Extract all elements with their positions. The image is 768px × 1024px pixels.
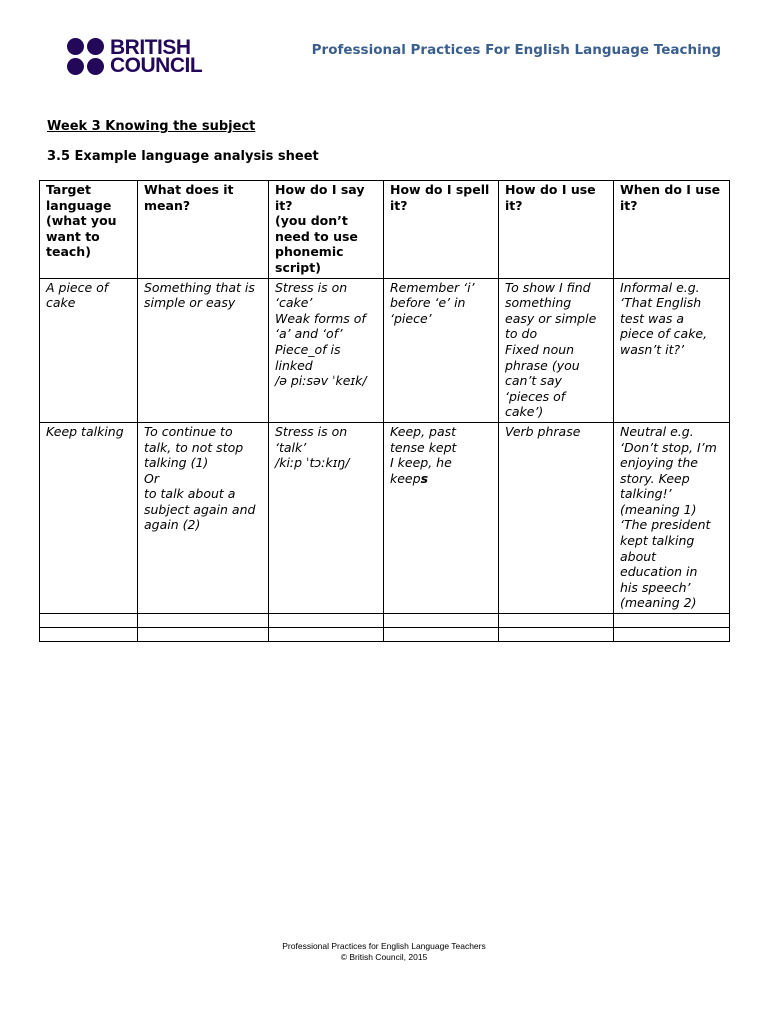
cell-text-line: wasn’t it?’ — [620, 341, 685, 357]
cell-text-line: kept talking — [620, 533, 695, 549]
cell-text-line: How do I say — [275, 182, 365, 197]
cell-text-line: How do I spell — [390, 182, 490, 197]
british-council-logo — [67, 35, 203, 77]
cell-text-line: ‘The president — [620, 517, 711, 533]
table-cell — [384, 614, 499, 628]
cell-text-line: ‘pieces of — [505, 388, 566, 404]
cell-text-line: talking (1) — [144, 455, 209, 471]
cell-text-line: linked — [275, 357, 313, 373]
cell-text-line: can’t say — [505, 373, 562, 389]
logo-text — [110, 35, 203, 77]
table-cell — [138, 628, 269, 642]
cell-text-line: Verb phrase — [505, 423, 581, 439]
cell-text-line: it? — [275, 197, 293, 213]
table-cell — [384, 422, 499, 613]
column-header — [384, 181, 499, 279]
cell-text-line: need to use — [275, 228, 358, 244]
cell-text-line: something — [505, 295, 572, 311]
cell-text-line: enjoying the — [620, 455, 698, 471]
cell-text-line: ‘That English — [620, 295, 702, 311]
cell-text-line: Informal e.g. — [620, 279, 700, 295]
cell-text-line: Target — [46, 182, 91, 197]
cell-text-line: (you don’t — [275, 213, 348, 229]
table-cell — [499, 628, 614, 642]
table-cell — [499, 278, 614, 422]
cell-text-line: phrase (you — [505, 357, 580, 373]
table-cell — [138, 614, 269, 628]
column-header — [614, 181, 730, 279]
cell-text-line: Weak forms of — [275, 310, 366, 326]
page-footer — [0, 941, 768, 963]
footer-line-1: Professional Practices for English Language Teachers — [282, 941, 486, 951]
table-cell — [384, 628, 499, 642]
cell-text-line: easy or simple — [505, 310, 597, 326]
cell-text-line: Stress is on — [275, 423, 348, 439]
header-title: Professional Practices For English Language Teaching — [311, 42, 721, 58]
cell-text-line: How do I use — [505, 182, 596, 197]
table-row-empty — [40, 628, 730, 642]
cell-text-line: Or — [144, 470, 159, 486]
cell-text-line: subject again and — [144, 501, 256, 517]
cell-text-line: ‘cake’ — [275, 295, 313, 311]
cell-text-line: Keep talking — [46, 423, 124, 439]
table-cell — [614, 614, 730, 628]
cell-text-line: language — [46, 197, 112, 213]
cell-text-line: again (2) — [144, 517, 201, 533]
cell-text-line: mean? — [144, 197, 191, 213]
cell-text-line: piece of cake, — [620, 326, 708, 342]
cell-text-line: want to — [46, 228, 100, 244]
cell-text-line: Remember ‘i’ — [390, 279, 475, 295]
logo-line-1: BRITISH — [110, 35, 191, 59]
cell-text-line: script) — [275, 259, 321, 275]
cell-text-line: it? — [620, 197, 638, 213]
footer-line-2: © British Council, 2015 — [340, 952, 428, 962]
table-cell — [138, 278, 269, 422]
cell-text-line: (what you — [46, 213, 117, 229]
cell-text-line: Something that is — [144, 279, 255, 295]
cell-text-line: Keep, past — [390, 423, 457, 439]
week-heading: Week 3 Knowing the subject — [47, 119, 256, 134]
cell-text-line: cake — [46, 295, 76, 311]
cell-text-line: To show I find — [505, 279, 591, 295]
cell-text-line: his speech’ — [620, 579, 691, 595]
cell-text-line: test was a — [620, 310, 685, 326]
language-analysis-table — [39, 180, 730, 642]
cell-text-line: talk, to not stop — [144, 439, 244, 455]
column-header — [499, 181, 614, 279]
table-header-row — [40, 181, 730, 279]
column-header — [40, 181, 138, 279]
table-cell — [614, 278, 730, 422]
cell-text-line: A piece of — [46, 279, 109, 295]
column-header — [138, 181, 269, 279]
table-row — [40, 278, 730, 422]
cell-text-line: phonemic — [275, 244, 344, 260]
cell-text-line: talking!’ — [620, 486, 672, 502]
cell-text-line: keeps — [390, 470, 429, 486]
cell-text-line: When do I use — [620, 182, 721, 197]
table-cell — [40, 628, 138, 642]
cell-text-line: ‘Don’t stop, I’m — [620, 439, 717, 455]
cell-text-line: to do — [505, 326, 538, 342]
cell-text-line: education in — [620, 564, 698, 580]
cell-text-line: ‘a’ and ‘of’ — [275, 326, 343, 342]
cell-text-line: What does it — [144, 182, 234, 197]
logo-line-2: COUNCIL — [110, 53, 203, 77]
table-cell — [40, 278, 138, 422]
cell-text-line: (meaning 2) — [620, 595, 697, 611]
table-row — [40, 422, 730, 613]
cell-text-line: it? — [505, 197, 523, 213]
cell-text-line: Neutral e.g. — [620, 423, 694, 439]
cell-text-line: (meaning 1) — [620, 501, 697, 517]
table-cell — [499, 614, 614, 628]
cell-text-line: ‘talk’ — [275, 439, 307, 455]
cell-text-line: simple or easy — [144, 295, 236, 311]
cell-text-line: ‘piece’ — [390, 310, 432, 326]
cell-text-line: Piece_of is — [275, 341, 341, 357]
cell-text-line: to talk about a — [144, 486, 236, 502]
cell-text-line: Fixed noun — [505, 341, 575, 357]
table-cell — [40, 422, 138, 613]
logo-dots-icon — [67, 38, 104, 75]
table-cell — [499, 422, 614, 613]
section-heading: 3.5 Example language analysis sheet — [47, 149, 319, 164]
cell-text-line: /kiːp ˈtɔːkɪŋ/ — [275, 455, 350, 471]
cell-text-line: story. Keep — [620, 470, 690, 486]
cell-text-line: about — [620, 548, 657, 564]
cell-text-line: teach) — [46, 244, 91, 260]
table-cell — [614, 422, 730, 613]
table-cell — [269, 614, 384, 628]
table-row-empty — [40, 614, 730, 628]
cell-text-line: it? — [390, 197, 408, 213]
table-cell — [40, 614, 138, 628]
cell-text-line: To continue to — [144, 423, 233, 439]
cell-text-line: cake’) — [505, 404, 544, 420]
table-cell — [384, 278, 499, 422]
cell-text-line: tense kept — [390, 439, 457, 455]
table-cell — [614, 628, 730, 642]
table-cell — [269, 278, 384, 422]
table-cell — [269, 628, 384, 642]
cell-text-line: Stress is on — [275, 279, 348, 295]
cell-text-line: /ə piːsəv ˈkeɪk/ — [275, 373, 367, 389]
table-cell — [138, 422, 269, 613]
cell-text-line: I keep, he — [390, 455, 452, 471]
column-header — [269, 181, 384, 279]
table-cell — [269, 422, 384, 613]
cell-text-line: before ‘e’ in — [390, 295, 466, 311]
